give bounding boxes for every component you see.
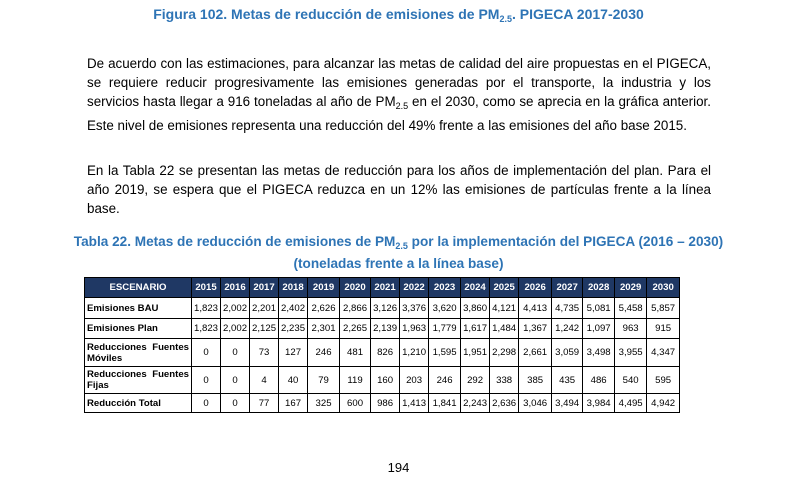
table-cell: 0 bbox=[192, 339, 221, 367]
table-cell: 2,265 bbox=[340, 319, 371, 339]
table-cell: 1,210 bbox=[400, 339, 429, 367]
table-cell: 1,779 bbox=[429, 319, 461, 339]
table-cell: 2,125 bbox=[250, 319, 279, 339]
paragraph-estimations-subscript: 2.5 bbox=[395, 101, 409, 111]
table-cell: 292 bbox=[461, 367, 490, 394]
table-cell: 1,951 bbox=[461, 339, 490, 367]
table-row bbox=[85, 339, 680, 367]
table-cell: 963 bbox=[615, 319, 647, 339]
table-cell: 1,097 bbox=[583, 319, 615, 339]
row-label: Reducción Total bbox=[85, 394, 192, 413]
table-cell: 540 bbox=[615, 367, 647, 394]
table-cell: 167 bbox=[279, 394, 308, 413]
table-cell: 2,002 bbox=[221, 319, 250, 339]
header-year: 2025 bbox=[490, 278, 519, 298]
table-cell: 2,243 bbox=[461, 394, 490, 413]
table-cell: 600 bbox=[340, 394, 371, 413]
table-cell: 160 bbox=[371, 367, 400, 394]
table-cell: 1,617 bbox=[461, 319, 490, 339]
page-number: 194 bbox=[387, 460, 410, 475]
table-cell: 338 bbox=[490, 367, 519, 394]
header-year: 2026 bbox=[519, 278, 552, 298]
table-cell: 4,413 bbox=[519, 298, 552, 319]
table-cell: 2,636 bbox=[490, 394, 519, 413]
table-title-line2: (toneladas frente a la línea base) bbox=[293, 256, 504, 271]
table-cell: 77 bbox=[250, 394, 279, 413]
table-cell: 2,298 bbox=[490, 339, 519, 367]
header-year: 2015 bbox=[192, 278, 221, 298]
table-cell: 3,620 bbox=[429, 298, 461, 319]
table-cell: 2,002 bbox=[221, 298, 250, 319]
table-cell: 2,201 bbox=[250, 298, 279, 319]
table-cell: 3,126 bbox=[371, 298, 400, 319]
table-cell: 481 bbox=[340, 339, 371, 367]
table-title-suffix: por la implementación del PIGECA (2016 – 2030) bbox=[407, 234, 724, 249]
table-cell: 325 bbox=[308, 394, 340, 413]
table-cell: 435 bbox=[552, 367, 583, 394]
table-row bbox=[85, 298, 680, 319]
table-row bbox=[85, 367, 680, 394]
table-row bbox=[85, 319, 680, 339]
table-cell: 0 bbox=[221, 367, 250, 394]
table-cell: 1,367 bbox=[519, 319, 552, 339]
paragraph-estimations-part1: De acuerdo con las estimaciones, para alcanzar las metas de calidad del aire propuestas en el PIGECA, se requiere reducir progresivamente las emisiones generadas por el transporte, la industria y los servicios hasta llegar a 916 toneladas al año de PM bbox=[87, 56, 711, 109]
table-cell: 3,046 bbox=[519, 394, 552, 413]
row-label: Reducciones Fuentes Fijas bbox=[85, 367, 192, 394]
figure-title-prefix: Figura 102. Metas de reducción de emisiones de PM bbox=[153, 6, 500, 22]
header-year: 2019 bbox=[308, 278, 340, 298]
table-cell: 3,376 bbox=[400, 298, 429, 319]
table-cell: 0 bbox=[221, 339, 250, 367]
header-year: 2024 bbox=[461, 278, 490, 298]
table-title bbox=[0, 233, 797, 273]
table-cell: 1,595 bbox=[429, 339, 461, 367]
table-row bbox=[85, 394, 680, 413]
header-year: 2030 bbox=[647, 278, 680, 298]
table-cell: 486 bbox=[583, 367, 615, 394]
figure-title-suffix: . PIGECA 2017-2030 bbox=[511, 6, 644, 22]
table-cell: 203 bbox=[400, 367, 429, 394]
figure-title bbox=[0, 6, 797, 24]
row-label: Reducciones Fuentes Móviles bbox=[85, 339, 192, 367]
table-cell: 79 bbox=[308, 367, 340, 394]
table-cell: 0 bbox=[192, 394, 221, 413]
table-cell: 2,235 bbox=[279, 319, 308, 339]
table-cell: 5,458 bbox=[615, 298, 647, 319]
table-cell: 1,823 bbox=[192, 319, 221, 339]
table-cell: 5,857 bbox=[647, 298, 680, 319]
row-label: Emisiones BAU bbox=[85, 298, 192, 319]
header-year: 2023 bbox=[429, 278, 461, 298]
table-cell: 1,963 bbox=[400, 319, 429, 339]
table-cell: 1,841 bbox=[429, 394, 461, 413]
table-cell: 2,139 bbox=[371, 319, 400, 339]
table-cell: 4,735 bbox=[552, 298, 583, 319]
table-cell: 4 bbox=[250, 367, 279, 394]
header-year: 2020 bbox=[340, 278, 371, 298]
table-cell: 3,955 bbox=[615, 339, 647, 367]
table-cell: 4,942 bbox=[647, 394, 680, 413]
header-year: 2027 bbox=[552, 278, 583, 298]
table-cell: 2,866 bbox=[340, 298, 371, 319]
table-cell: 3,860 bbox=[461, 298, 490, 319]
table-title-line1 bbox=[0, 233, 797, 255]
table-title-subscript: 2.5 bbox=[395, 241, 408, 251]
row-label: Emisiones Plan bbox=[85, 319, 192, 339]
header-year: 2029 bbox=[615, 278, 647, 298]
table-cell: 385 bbox=[519, 367, 552, 394]
header-year: 2021 bbox=[371, 278, 400, 298]
table-cell: 915 bbox=[647, 319, 680, 339]
header-year: 2028 bbox=[583, 278, 615, 298]
table-cell: 119 bbox=[340, 367, 371, 394]
table-header-row bbox=[85, 278, 680, 298]
header-escenario: ESCENARIO bbox=[85, 278, 192, 298]
table-cell: 73 bbox=[250, 339, 279, 367]
table-cell: 246 bbox=[308, 339, 340, 367]
table-cell: 826 bbox=[371, 339, 400, 367]
header-year: 2022 bbox=[400, 278, 429, 298]
table-cell: 5,081 bbox=[583, 298, 615, 319]
header-year: 2016 bbox=[221, 278, 250, 298]
table-cell: 2,661 bbox=[519, 339, 552, 367]
table-cell: 4,347 bbox=[647, 339, 680, 367]
table-cell: 1,413 bbox=[400, 394, 429, 413]
table-cell: 1,242 bbox=[552, 319, 583, 339]
table-body bbox=[85, 298, 680, 413]
table-cell: 127 bbox=[279, 339, 308, 367]
table-cell: 246 bbox=[429, 367, 461, 394]
table-cell: 1,823 bbox=[192, 298, 221, 319]
table-cell: 2,402 bbox=[279, 298, 308, 319]
table-cell: 4,495 bbox=[615, 394, 647, 413]
table-cell: 595 bbox=[647, 367, 680, 394]
header-year: 2018 bbox=[279, 278, 308, 298]
table-cell: 3,498 bbox=[583, 339, 615, 367]
table-title-prefix: Tabla 22. Metas de reducción de emisiones de PM bbox=[73, 234, 396, 249]
table-cell: 0 bbox=[221, 394, 250, 413]
table-cell: 2,301 bbox=[308, 319, 340, 339]
table-cell: 40 bbox=[279, 367, 308, 394]
table-cell: 986 bbox=[371, 394, 400, 413]
header-year: 2017 bbox=[250, 278, 279, 298]
reduction-targets-table bbox=[84, 277, 680, 413]
table-cell: 0 bbox=[192, 367, 221, 394]
table-cell: 3,494 bbox=[552, 394, 583, 413]
table-cell: 3,984 bbox=[583, 394, 615, 413]
table-cell: 3,059 bbox=[552, 339, 583, 367]
table-cell: 1,484 bbox=[490, 319, 519, 339]
paragraph-estimations bbox=[87, 54, 711, 135]
figure-title-subscript: 2.5 bbox=[499, 14, 512, 24]
paragraph-table-intro: En la Tabla 22 se presentan las metas de reducción para los años de implementación del plan. Para el año 2019, se espera que el PIGECA reduzca en un 12% las emisiones de partículas frente a la línea base. bbox=[87, 163, 711, 216]
table-cell: 4,121 bbox=[490, 298, 519, 319]
table-cell: 2,626 bbox=[308, 298, 340, 319]
paragraph-estimations-part2: en el 2030, como se aprecia en la gráfica anterior. Este nivel de emisiones representa una reducción del 49% frente a las emisiones del año base 2015. bbox=[87, 94, 711, 133]
